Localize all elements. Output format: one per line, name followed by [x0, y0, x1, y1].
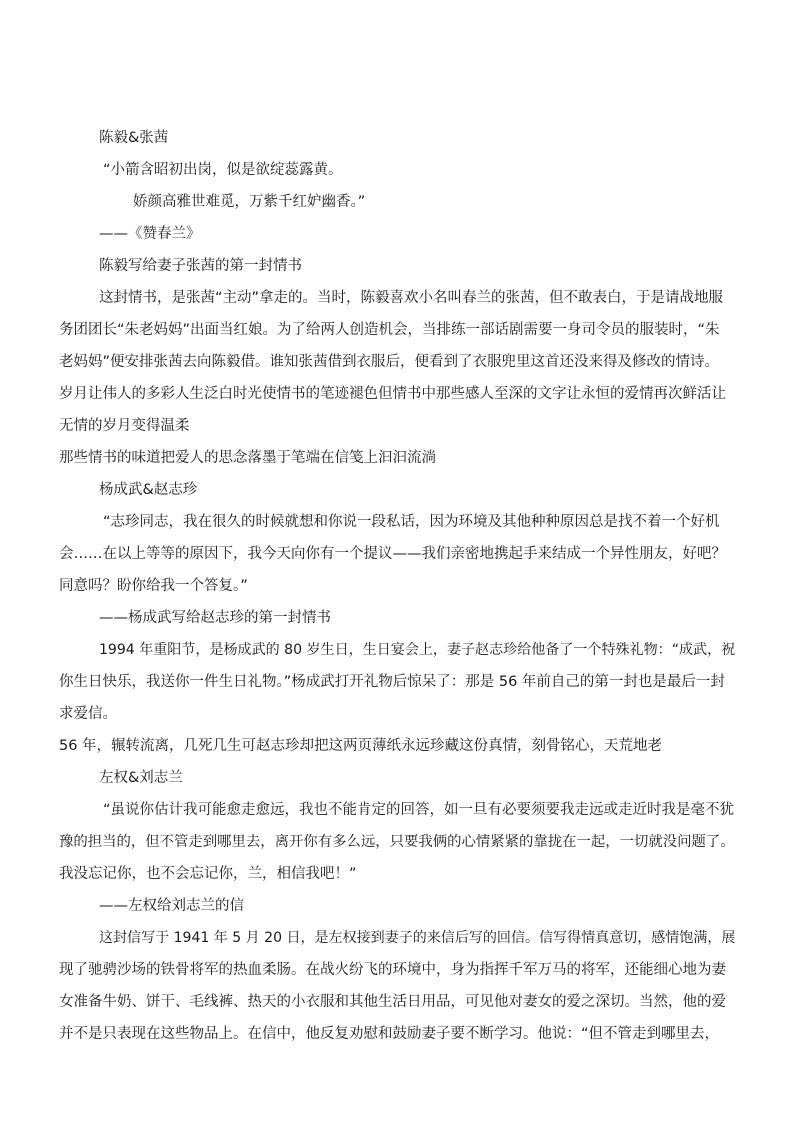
body-line: 并不是只表现在这些物品上。在信中，他反复劝慰和鼓励妻子要不断学习。他说：“但不管走到哪里去， — [59, 1026, 720, 1042]
body-line: 1994 年重阳节，是杨成武的 80 岁生日，生日宴会上，妻子赵志珍给他备了一个特殊礼物：“成武，祝 — [99, 642, 736, 658]
body-line: 女准备牛奶、饼干、毛线裤、热天的小衣服和其他生活日用品，可见他对妻女的爱之深切。当然，他的爱 — [59, 994, 726, 1010]
body-line: 老妈妈”便安排张茜去向陈毅借。谁知张茜借到衣服后，便看到了衣服兜里这首还没来得及修改的情诗。 — [59, 354, 720, 370]
body-line: 现了驰骋沙场的铁骨将军的热血柔肠。在战火纷飞的环境中，身为指挥千军万马的将军，还能细心地为妻 — [59, 962, 726, 978]
quote-line: 豫的担当的，但不管走到哪里去，离开你有多么远，只要我俩的心情紧紧的靠拢在一起，一切就没问题了。 — [59, 834, 735, 850]
commentary-line: 56 年，辗转流离，几死几生可赵志珍却把这两页薄纸永远珍藏这份真情，刻骨铭心，天荒地老 — [59, 738, 663, 754]
quote-line: 同意吗？盼你给我一个答复。” — [59, 578, 248, 594]
attribution: ——杨成武写给赵志珍的第一封情书 — [99, 610, 331, 626]
commentary-line: 无情的岁月变得温柔 — [59, 418, 190, 434]
quote-line: “虽说你估计我可能愈走愈远，我也不能肯定的回答，如一旦有必要须要我走远或走近时我是毫不犹 — [103, 802, 735, 818]
body-line: 务团团长“朱老妈妈”出面当红娘。为了给两人创造机会，当排练一部话剧需要一身司令员的服装时，“朱 — [59, 322, 720, 338]
section-title: 陈毅&张茜 — [99, 130, 169, 146]
section-title: 左权&刘志兰 — [99, 770, 183, 786]
quote-line: “志珍同志，我在很久的时候就想和你说一段私话，因为环境及其他种种原因总是找不着一个好机 — [103, 514, 720, 530]
body-line: 求爱信。 — [59, 706, 117, 722]
section-subtitle: 陈毅写给妻子张茜的第一封情书 — [99, 258, 302, 274]
attribution: ——左权给刘志兰的信 — [99, 898, 244, 914]
quote-line: 会……在以上等等的原因下，我今天向你有一个提议——我们亲密地携起手来结成一个异性朋友，好吧？ — [59, 546, 726, 562]
body-line: 这封信写于 1941 年 5 月 20 日，是左权接到妻子的来信后写的回信。信写得情真意切，感情饱满，展 — [99, 930, 736, 946]
body-line: 你生日快乐，我送你一件生日礼物。”杨成武打开礼物后惊呆了：那是 56 年前自己的第一封也是最后一封 — [59, 674, 725, 690]
quote-line: 我没忘记你，也不会忘记你，兰，相信我吧！” — [59, 866, 357, 882]
poem-line: “小箭含昭初出岗，似是欲绽蕊露黄。 — [103, 162, 343, 178]
poem-line: 娇颜高雅世难觅，万紫千红妒幽香。” — [133, 194, 366, 210]
commentary-line: 那些情书的味道把爱人的思念落墨于笔端在信笺上汩汩流淌 — [59, 450, 436, 466]
section-title: 杨成武&赵志珍 — [99, 482, 198, 498]
body-line: 这封情书，是张茜“主动”拿走的。当时，陈毅喜欢小名叫春兰的张茜，但不敢表白，于是请战地服 — [99, 290, 724, 306]
attribution: ——《赞春兰》 — [99, 226, 201, 242]
commentary-line: 岁月让伟人的多彩人生泛白时光使情书的笔迹褪色但情书中那些感人至深的文字让永恒的爱情再次鲜活让 — [59, 386, 726, 402]
